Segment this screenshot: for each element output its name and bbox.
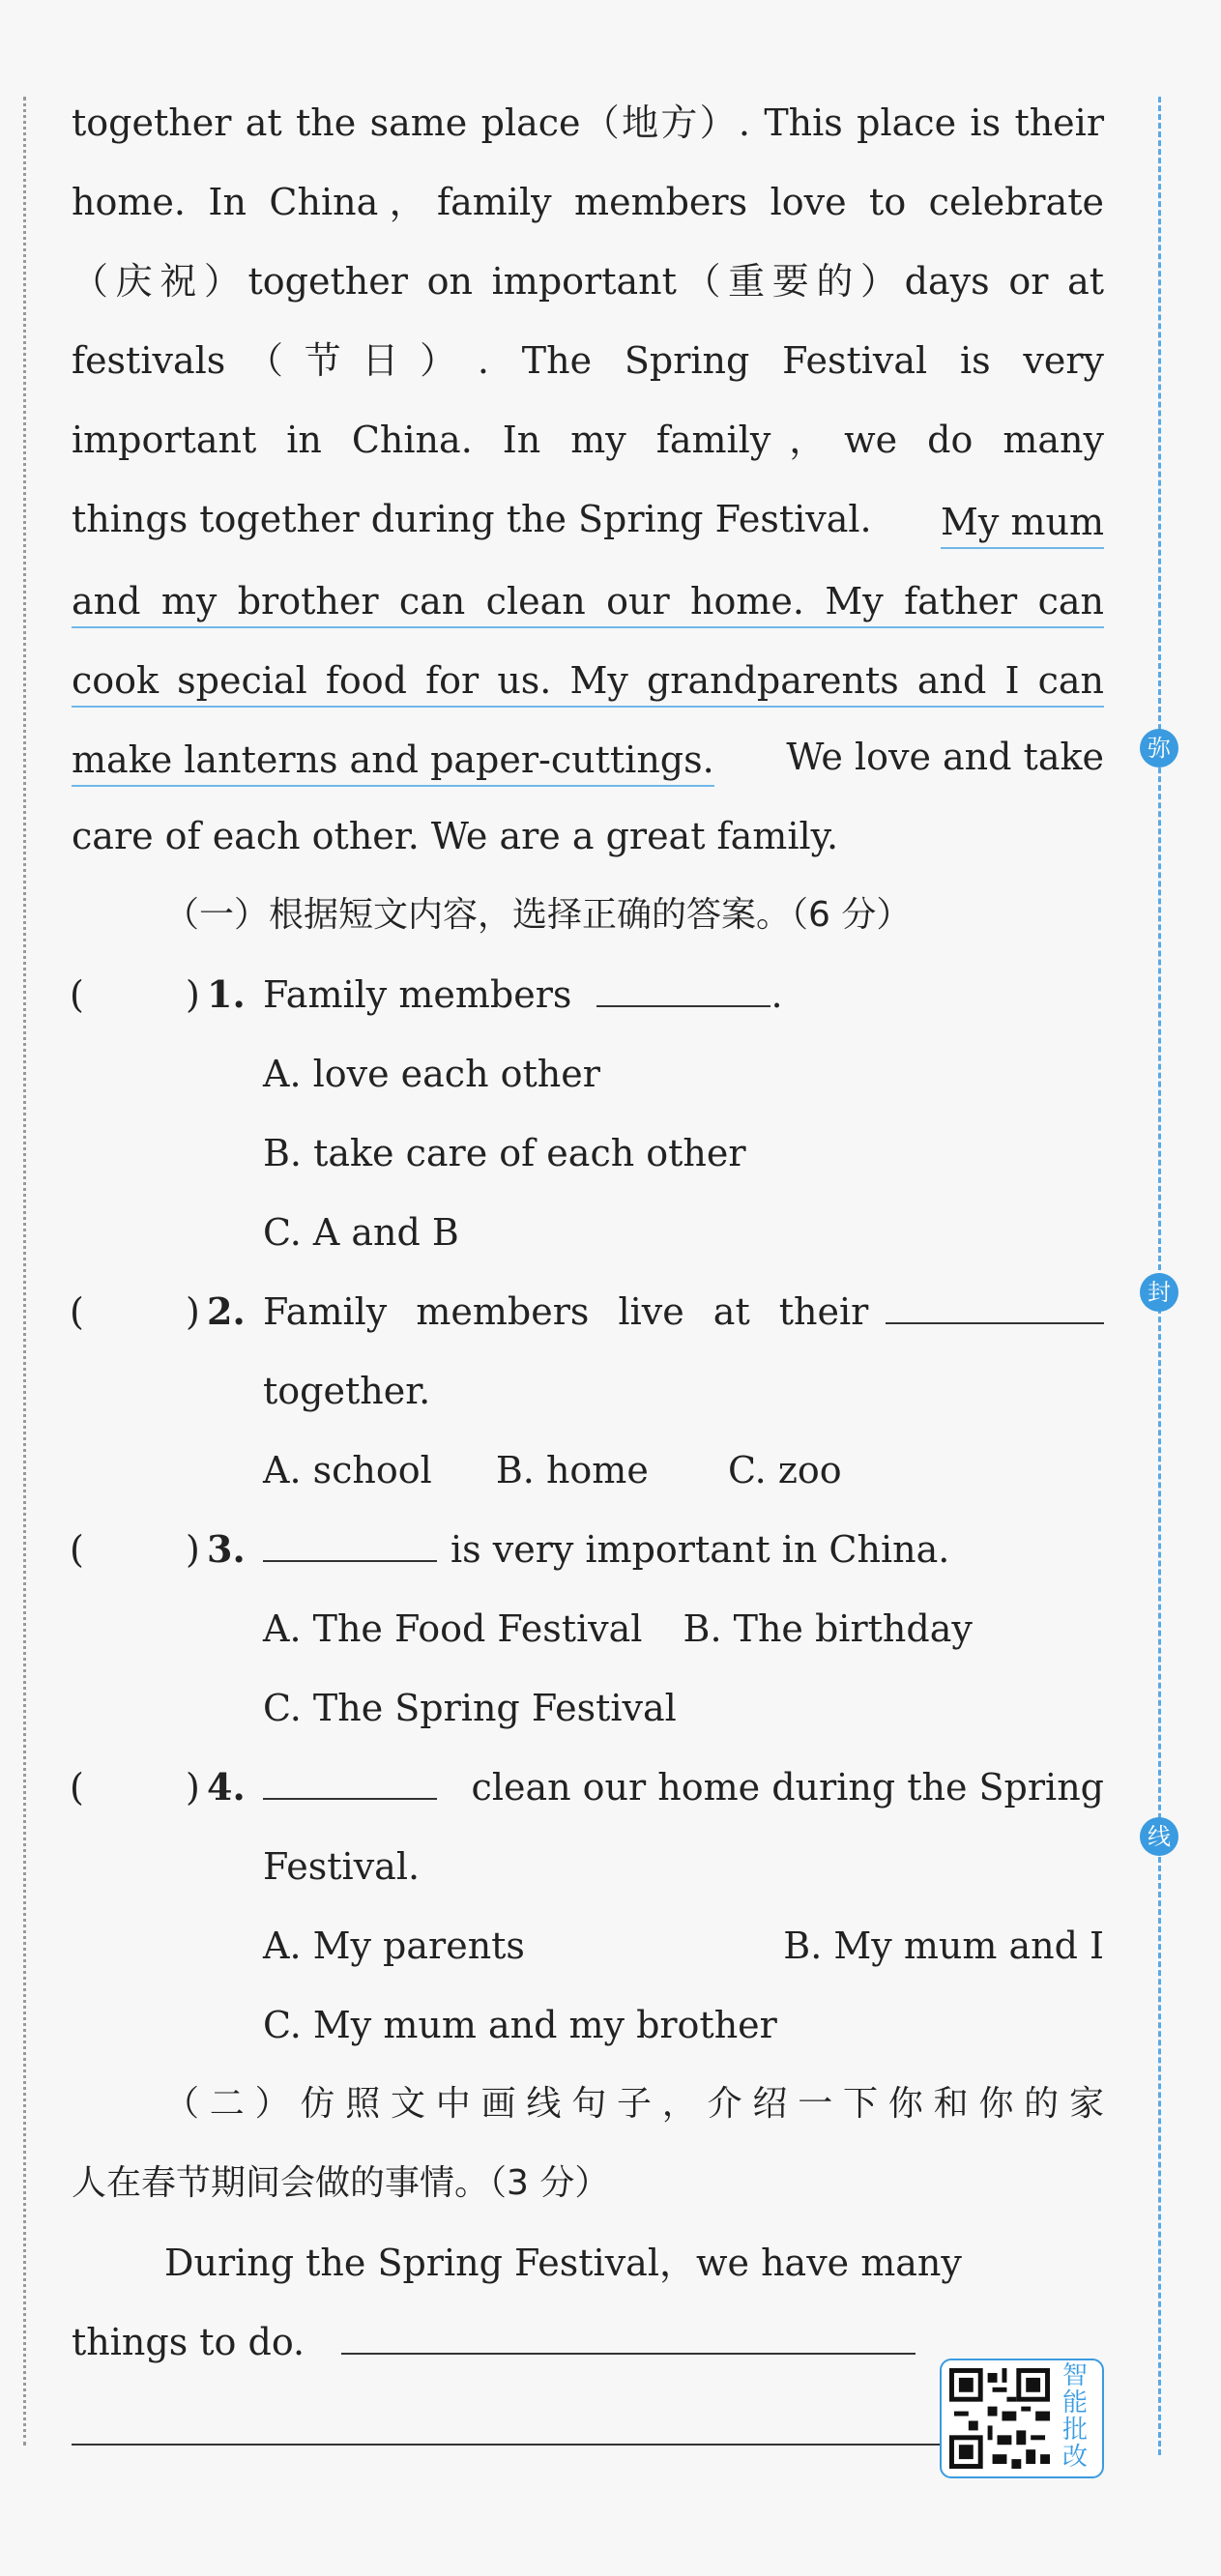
question-stem-end: . [770, 973, 783, 1016]
fill-blank[interactable] [263, 1769, 437, 1800]
question-4 [72, 1748, 1104, 1827]
passage-text: We love and take [786, 736, 1104, 778]
passage-line [72, 559, 1104, 638]
passage-text: things together during the Spring Festival. [72, 498, 872, 540]
seal-char-xian: 线 [1140, 1817, 1178, 1856]
passage-line: care of each other. We are a great family. [72, 815, 839, 857]
answer-paren-right[interactable]: ) [186, 973, 200, 1016]
section-two [72, 2065, 1104, 2382]
underlined-sentence: and my brother can clean our home. My father can [72, 559, 1104, 628]
question-stem: Family members live at their [263, 1290, 869, 1333]
writing-blank[interactable] [341, 2324, 916, 2355]
reading-passage [72, 83, 1104, 876]
question-stem: is very important in China. [451, 1528, 950, 1571]
writing-blank-line[interactable] [72, 2444, 1087, 2446]
label-char: 智 [1061, 2361, 1088, 2390]
option-c: C. The Spring Festival [263, 1687, 677, 1729]
passage-line [72, 479, 1104, 559]
question-text [263, 1272, 1104, 1351]
passage-line: （庆祝）together on important（重要的）days or at [72, 260, 1104, 303]
passage-line [72, 638, 1104, 717]
option-b: B. home [495, 1449, 649, 1491]
smart-grading-badge[interactable] [940, 2359, 1104, 2478]
option-b: B. My mum and I [783, 1925, 1104, 1967]
section-one-heading: （一）根据短文内容，选择正确的答案。（6 分） [164, 895, 912, 935]
option-c: C. zoo [727, 1449, 842, 1491]
question-text [263, 1748, 1104, 1827]
answer-paren-right[interactable]: ) [186, 1290, 200, 1333]
option-b: B. take care of each other [263, 1132, 746, 1174]
question-stem: Family members [263, 973, 572, 1016]
question-number: 4. [207, 1765, 246, 1809]
answer-paren-left: ( [70, 1766, 84, 1809]
question-number: 3. [207, 1527, 246, 1571]
passage-line: festivals（节日）. The Spring Festival is very [72, 339, 1104, 382]
qr-code-icon [949, 2368, 1050, 2469]
options-row [72, 1906, 1104, 1985]
fill-blank[interactable] [886, 1293, 1104, 1324]
question-3 [72, 1510, 1104, 1589]
options-row [72, 1589, 1104, 1668]
passage-line: important in China. In my family，we do many [72, 419, 1104, 461]
seal-char-mi: 弥 [1140, 729, 1178, 767]
question-number: 1. [207, 972, 246, 1016]
option-c: C. A and B [263, 1211, 459, 1254]
smart-grading-label [1058, 2362, 1092, 2471]
label-char: 改 [1061, 2443, 1088, 2472]
options-row [72, 1431, 1104, 1510]
passage-line: home. In China，family members love to celebrate [72, 181, 1104, 223]
option-a: A. school [263, 1449, 432, 1491]
fill-blank[interactable] [263, 1531, 437, 1562]
underlined-sentence: cook special food for us. My grandparents and I can [72, 638, 1104, 708]
option-b: B. The birthday [683, 1607, 973, 1650]
answer-paren-left: ( [70, 1290, 84, 1333]
section-one [72, 876, 1104, 2065]
answer-paren-left: ( [70, 973, 84, 1016]
option-a: A. love each other [263, 1053, 600, 1095]
section-two-heading: （二）仿照文中画线句子，介绍一下你和你的家 [164, 2084, 1104, 2124]
question-continuation: together. [263, 1370, 431, 1412]
option-c: C. My mum and my brother [263, 2004, 777, 2046]
passage-line: together at the same place（地方）. This place is their [72, 101, 1104, 144]
writing-prompt: During the Spring Festival，we have many [164, 2242, 962, 2284]
writing-prompt-text: things to do. [72, 2321, 305, 2363]
question-text [263, 1510, 1104, 1589]
answer-paren-right[interactable]: ) [186, 1528, 200, 1571]
question-1 [72, 955, 1104, 1034]
section-two-heading-cont: 人在春节期间会做的事情。（3 分） [72, 2163, 610, 2203]
passage-line [72, 717, 1104, 796]
underlined-sentence: make lanterns and paper-cuttings. [72, 735, 714, 787]
question-number: 2. [207, 1289, 246, 1333]
option-a: A. My parents [263, 1925, 525, 1967]
seal-char-feng: 封 [1140, 1273, 1178, 1312]
answer-paren-right[interactable]: ) [186, 1766, 200, 1809]
question-text [263, 955, 1104, 1034]
question-2 [72, 1272, 1104, 1351]
binding-dotted-line [23, 97, 26, 2446]
fill-blank[interactable] [596, 976, 770, 1007]
question-stem: clean our home during the Spring [471, 1766, 1104, 1809]
question-continuation: Festival. [263, 1845, 421, 1888]
label-char: 批 [1061, 2416, 1088, 2445]
underlined-sentence: My mum [941, 497, 1104, 549]
answer-paren-left: ( [70, 1528, 84, 1571]
option-a: A. The Food Festival [263, 1607, 643, 1650]
label-char: 能 [1061, 2388, 1088, 2417]
